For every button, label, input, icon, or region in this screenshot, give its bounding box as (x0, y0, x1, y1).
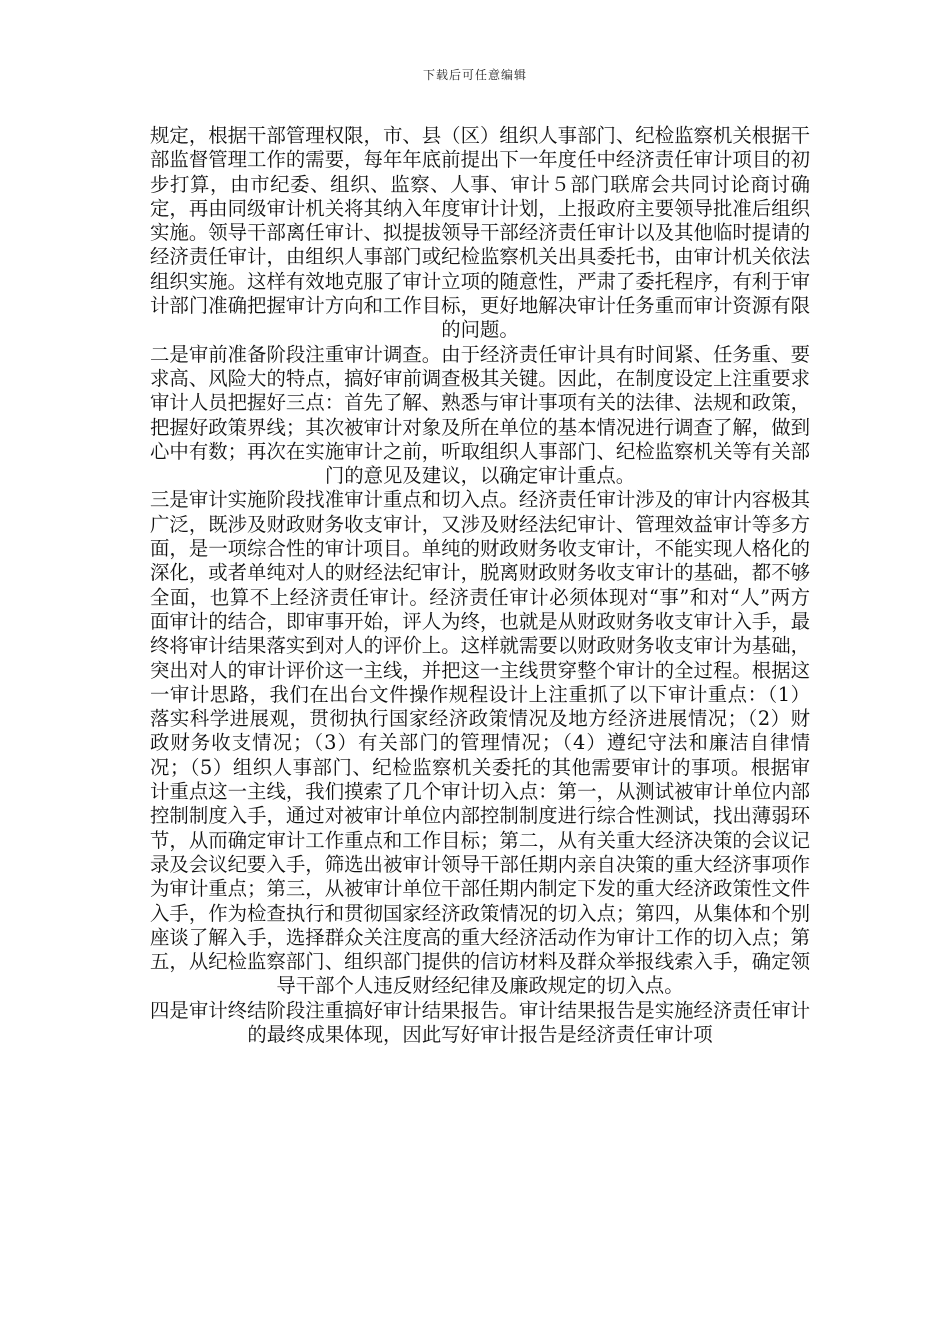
paragraph-4: 四是审计终结阶段注重搞好审计结果报告。审计结果报告是实施经济责任审计的最终成果体现，因此写好审计报告是经济责任审计项 (150, 998, 810, 1046)
paragraph-1: 规定，根据干部管理权限，市、县（区）组织人事部门、纪检监察机关根据干部监督管理工作的需要，每年年底前提出下一年度任中经济责任审计项目的初步打算，由市纪委、组织、监察、人事、审计５部门联席会共同讨论商讨确定，再由同级审计机关将其纳入年度审计计划，上报政府主要领导批准后组织实施。领导干部离任审计、拟提拔领导干部经济责任审计以及其他临时提请的经济责任审计，由组织人事部门或纪检监察机关出具委托书，由审计机关依法组织实施。这样有效地克服了审计立项的随意性，严肃了委托程序，有利于审计部门准确把握审计方向和工作目标，更好地解决审计任务重而审计资源有限的问题。 (150, 124, 810, 342)
document-body (150, 124, 810, 1047)
paragraph-2: 二是审前准备阶段注重审计调查。由于经济责任审计具有时间紧、任务重、要求高、风险大的特点，搞好审前调查极其关键。因此，在制度设定上注重要求审计人员把握好三点：首先了解、熟悉与审计事项有关的法律、法规和政策，把握好政策界线；其次被审计对象及所在单位的基本情况进行调查了解，做到心中有数；再次在实施审计之前，听取组织人事部门、纪检监察机关等有关部门的意见及建议，以确定审计重点。 (150, 342, 810, 488)
page-header: 下载后可任意编辑 (422, 68, 527, 82)
paragraph-3: 三是审计实施阶段找准审计重点和切入点。经济责任审计涉及的审计内容极其广泛，既涉及财政财务收支审计，又涉及财经法纪审计、管理效益审计等多方面，是一项综合性的审计项目。单纯的财政财务收支审计，不能实现人格化的深化，或者单纯对人的财经法纪审计，脱离财政财务收支审计的基础，都不够全面，也算不上经济责任审计。经济责任审计必须体现对“事”和对“人”两方面审计的结合，即审事开始，评人为终，也就是从财政财务收支审计入手，最终将审计结果落实到对人的评价上。这样就需要以财政财务收支审计为基础，突出对人的审计评价这一主线，并把这一主线贯穿整个审计的全过程。根据这一审计思路，我们在出台文件操作规程设计上注重抓了以下审计重点：（1）落实科学进展观，贯彻执行国家经济政策情况及地方经济进展情况；（2）财政财务收支情况；（3）有关部门的管理情况；（4）遵纪守法和廉洁自律情况；（5）组织人事部门、纪检监察机关委托的其他需要审计的事项。根据审计重点这一主线，我们摸索了几个审计切入点：第一，从测试被审计单位内部控制制度入手，通过对被审计单位内部控制制度进行综合性测试，找出薄弱环节，从而确定审计工作重点和工作目标；第二，从有关重大经济决策的会议记录及会议纪要入手，筛选出被审计领导干部任期内亲自决策的重大经济事项作为审计重点；第三，从被审计单位干部任期内制定下发的重大经济政策性文件入手，作为检查执行和贯彻国家经济政策情况的切入点；第四，从集体和个别座谈了解入手，选择群众关注度高的重大经济活动作为审计工作的切入点；第五，从纪检监察部门、组织部门提供的信访材料及群众举报线索入手，确定领导干部个人违反财经纪律及廉政规定的切入点。 (150, 488, 810, 998)
